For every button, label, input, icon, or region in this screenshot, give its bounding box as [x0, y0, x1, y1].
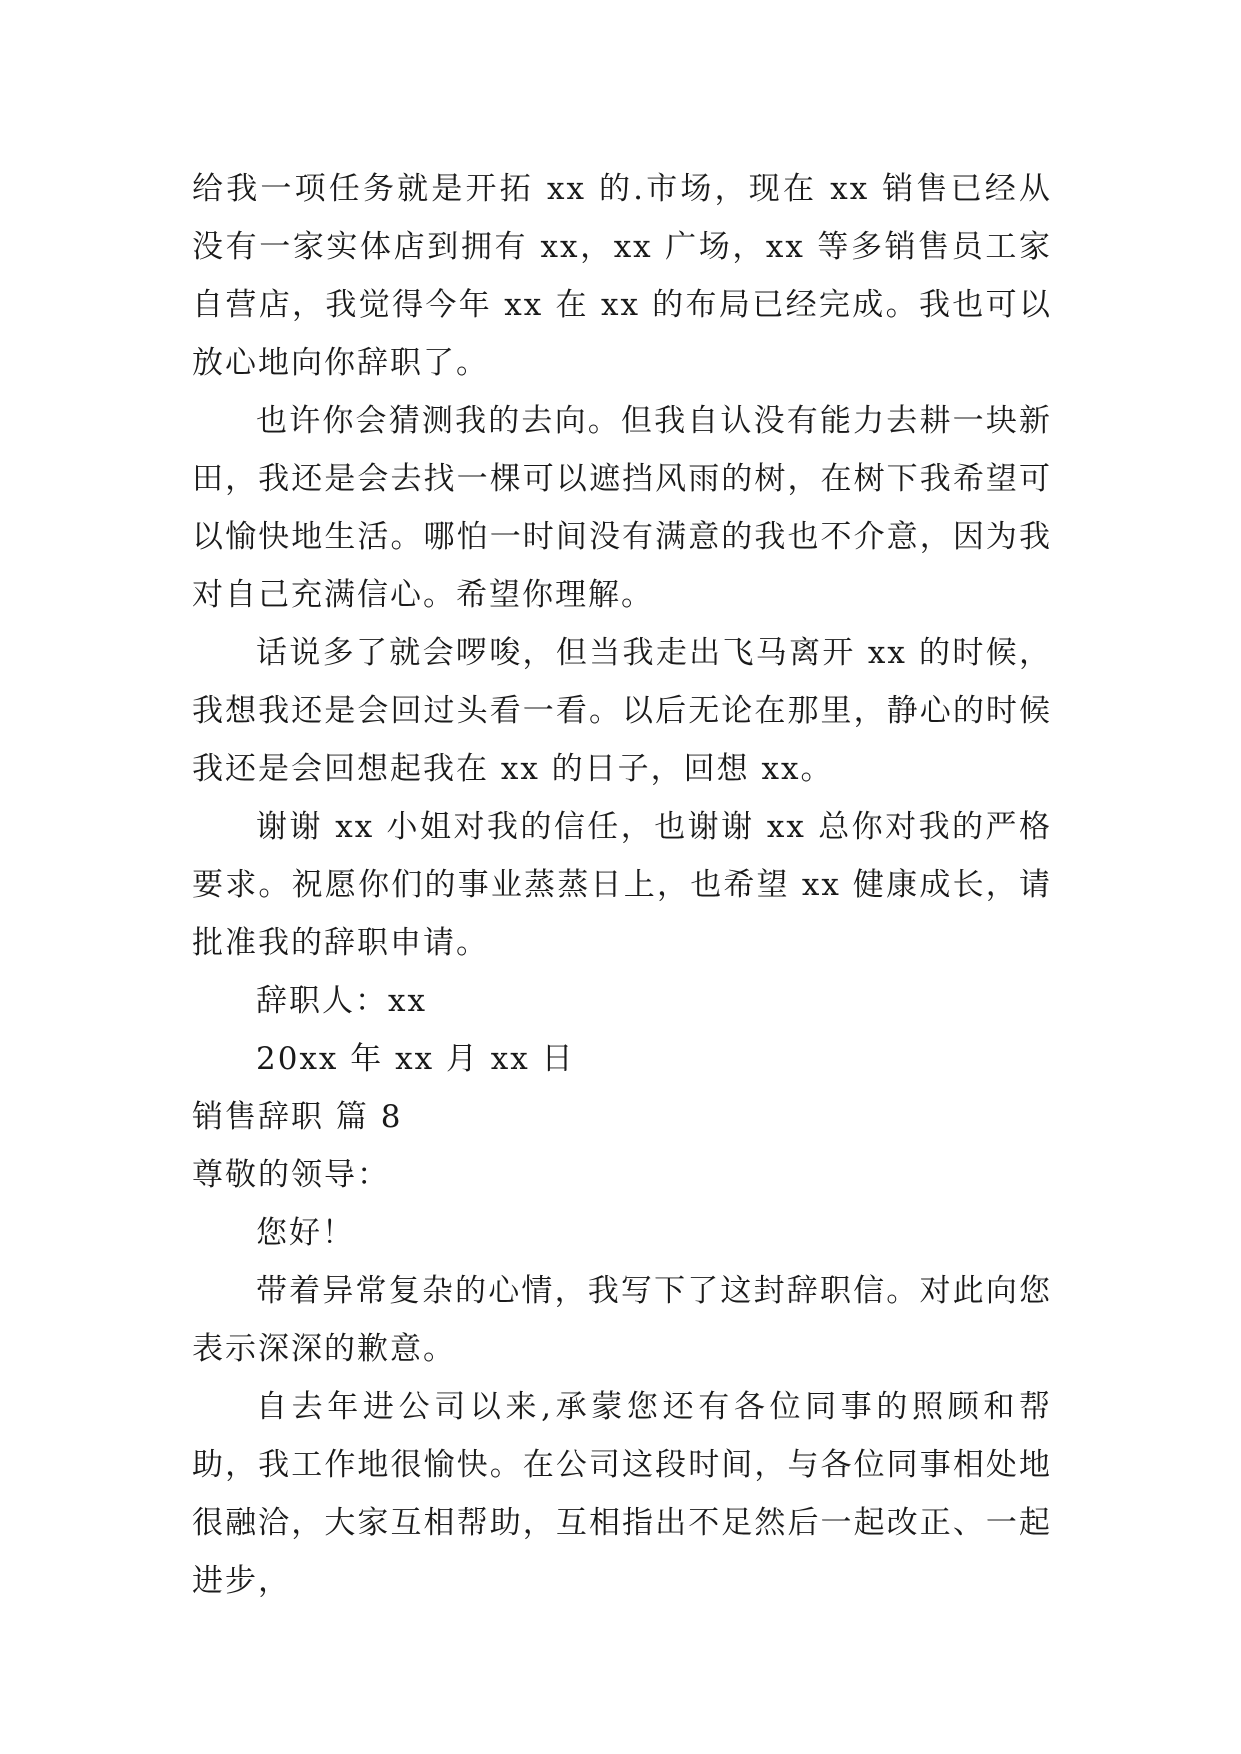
paragraph-thanks: 谢谢 xx 小姐对我的信任，也谢谢 xx 总你对我的严格要求。祝愿你们的事业蒸蒸日上，也希望 xx 健康成长，请批准我的辞职申请。	[192, 809, 1052, 961]
letter-salutation: 尊敬的领导：	[192, 1157, 390, 1193]
paragraph-future-direction: 也许你会猜测我的去向。但我自认没有能力去耕一块新田，我还是会去找一棵可以遮挡风雨的树，在树下我希望可以愉快地生活。哪怕一时间没有满意的我也不介意，因为我对自己充满信心。希望你理解。	[192, 403, 1052, 613]
paragraph-market-task: 给我一项任务就是开拓 xx 的.市场，现在 xx 销售已经从没有一家实体店到拥有 xx，xx 广场，xx 等多销售员工家自营店，我觉得今年 xx 在 xx 的布局已经完成。我也可以放心地向你辞职了。	[192, 171, 1052, 381]
paragraph-looking-back: 话说多了就会啰唆，但当我走出飞马离开 xx 的时候，我想我还是会回过头看一看。以后无论在那里，静心的时候我还是会回想起我在 xx 的日子，回想 xx。	[192, 635, 1052, 787]
section-heading: 销售辞职 篇 8	[192, 1099, 403, 1135]
signature-date: 20xx 年 xx 月 xx 日	[256, 1041, 575, 1077]
document-body	[192, 160, 1052, 1610]
signature-name: 辞职人：xx	[256, 983, 427, 1019]
paragraph-gratitude: 自去年进公司以来,承蒙您还有各位同事的照顾和帮助，我工作地很愉快。在公司这段时间，与各位同事相处地很融洽，大家互相帮助，互相指出不足然后一起改正、一起进步，	[192, 1389, 1052, 1599]
paragraph-apology: 带着异常复杂的心情，我写下了这封辞职信。对此向您表示深深的歉意。	[192, 1273, 1052, 1367]
letter-greeting: 您好！	[256, 1215, 355, 1251]
